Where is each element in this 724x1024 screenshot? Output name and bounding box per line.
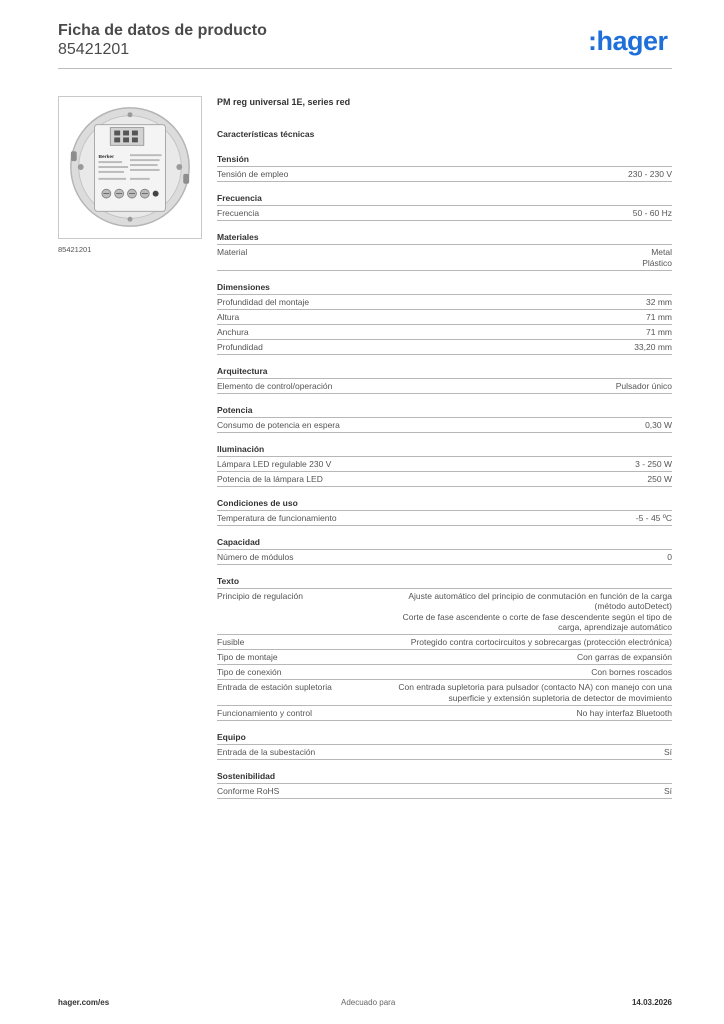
page-title: Ficha de datos de producto	[58, 22, 267, 39]
spec-value	[289, 786, 672, 797]
svg-text::hager: :hager	[588, 27, 668, 56]
product-number: 85421201	[58, 41, 130, 58]
spec-value-line: 32 mm	[646, 296, 672, 307]
spec-label: Profundidad	[217, 341, 263, 352]
spec-label: Tensión de empleo	[217, 169, 289, 179]
spec-value-line: Con garras de expansión	[577, 652, 672, 662]
spec-section	[217, 497, 672, 526]
spec-value-line: Sí	[663, 746, 672, 757]
spec-value	[333, 474, 672, 485]
spec-row	[217, 457, 672, 472]
spec-value	[350, 420, 672, 431]
spec-row	[217, 784, 672, 799]
spec-value-line: No hay interfaz Bluetooth	[576, 707, 672, 718]
spec-label: Consumo de potencia en espera	[217, 419, 340, 430]
spec-label: Número de módulos	[217, 551, 294, 562]
spec-value-line: -5 - 45 ºC	[635, 512, 672, 523]
spec-label: Tipo de montaje	[217, 652, 278, 662]
spec-label: Frecuencia	[217, 208, 260, 218]
spec-row	[217, 550, 672, 565]
product-name: PM reg universal 1E, series red	[217, 97, 351, 107]
spec-value	[249, 312, 672, 323]
spec-value	[325, 747, 672, 758]
spec-value	[259, 327, 672, 338]
product-image	[58, 96, 202, 239]
section-title: Arquitectura	[217, 365, 672, 379]
spec-row	[217, 418, 672, 433]
footer-date: 14.03.2026	[631, 998, 672, 1007]
spec-section	[217, 575, 672, 721]
spec-row	[217, 650, 672, 665]
spec-label: Entrada de estación supletoria	[217, 682, 332, 692]
spec-label: Funcionamiento y control	[217, 707, 312, 718]
section-title: Frecuencia	[217, 192, 672, 206]
spec-value	[342, 682, 672, 703]
spec-row	[217, 167, 672, 182]
spec-label: Potencia de la lámpara LED	[217, 473, 323, 484]
section-title: Tensión	[217, 153, 672, 167]
spec-value-line: 230 - 230 V	[628, 169, 672, 179]
spec-section	[217, 153, 672, 182]
spec-row	[217, 589, 672, 636]
spec-row	[217, 745, 672, 760]
section-title: Materiales	[217, 231, 672, 245]
spec-section	[217, 281, 672, 355]
spec-label: Entrada de la subestación	[217, 746, 316, 757]
spec-row	[217, 665, 672, 680]
spec-label: Tipo de conexión	[217, 667, 282, 677]
spec-value-line: 71 mm	[646, 311, 672, 322]
section-title: Potencia	[217, 404, 672, 418]
section-title: Dimensiones	[217, 281, 672, 295]
spec-section	[217, 770, 672, 799]
spec-section	[217, 231, 672, 271]
spec-section	[217, 404, 672, 433]
section-title: Condiciones de uso	[217, 497, 672, 511]
spec-value-line: Con entrada supletoria para pulsador (contacto NA) con manejo con una	[398, 682, 672, 692]
spec-value	[341, 459, 672, 470]
hager-logo	[588, 27, 672, 57]
spec-row	[217, 245, 672, 271]
spec-value	[313, 591, 672, 633]
section-title: Iluminación	[217, 443, 672, 457]
spec-label: Profundidad del montaje	[217, 296, 310, 307]
spec-row	[217, 706, 672, 721]
spec-row	[217, 472, 672, 487]
spec-value-line: 71 mm	[646, 326, 672, 337]
spec-label: Lámpara LED regulable 230 V	[217, 458, 332, 469]
spec-value	[254, 637, 672, 648]
spec-row	[217, 379, 672, 394]
spec-value	[298, 169, 672, 180]
spec-section	[217, 731, 672, 760]
spec-label: Temperatura de funcionamiento	[217, 512, 337, 523]
spec-value	[288, 652, 672, 663]
spec-section	[217, 192, 672, 221]
image-caption: 85421201	[58, 245, 92, 254]
spec-value	[273, 342, 672, 353]
spec-section	[217, 536, 672, 565]
spec-value-line: 50 - 60 Hz	[632, 208, 672, 218]
spec-label: Material	[217, 247, 248, 257]
spec-section	[217, 365, 672, 394]
section-title: Sostenibilidad	[217, 770, 672, 784]
spec-sections	[217, 153, 672, 799]
spec-value	[291, 667, 672, 678]
footer-website: hager.com/es	[58, 998, 110, 1007]
spec-section	[217, 443, 672, 487]
spec-value	[257, 247, 672, 268]
spec-value	[319, 297, 672, 308]
spec-value-line: Ajuste automático del principio de conmutación en función de la carga	[408, 590, 672, 601]
spec-value-line: 0,30 W	[645, 419, 672, 430]
section-title: Texto	[217, 575, 672, 589]
spec-value-line: Metal	[651, 247, 672, 257]
spec-label: Fusible	[217, 637, 245, 647]
spec-value-line: (método autoDetect)	[594, 601, 672, 611]
spec-row	[217, 206, 672, 221]
spec-content	[217, 95, 672, 799]
spec-value-line: 33,20 mm	[634, 341, 672, 352]
spec-value-line: Sí	[663, 785, 672, 796]
spec-value-line: Corte de fase ascendente o corte de fase descendente según el tipo de	[402, 611, 672, 622]
spec-row	[217, 511, 672, 526]
header-divider	[58, 68, 672, 69]
spec-row	[217, 325, 672, 340]
spec-value	[342, 381, 672, 392]
spec-value-line: Protegido contra cortocircuitos y sobrecargas (protección electrónica)	[410, 637, 672, 647]
spec-label: Elemento de control/operación	[217, 380, 333, 391]
spec-value-line: carga, aprendizaje automático	[558, 622, 672, 632]
spec-row	[217, 295, 672, 310]
spec-row	[217, 635, 672, 650]
spec-value-line: superficie y extensión supletoria de detector de movimiento	[448, 692, 672, 703]
spec-value-line: Pulsador único	[615, 380, 672, 391]
spec-value-line: Plástico	[642, 257, 672, 268]
spec-value	[322, 708, 672, 719]
spec-row	[217, 310, 672, 325]
spec-label: Anchura	[217, 326, 249, 337]
spec-label: Altura	[217, 311, 240, 322]
section-title: Equipo	[217, 731, 672, 745]
spec-value	[304, 552, 672, 563]
spec-row	[217, 340, 672, 355]
spec-value	[269, 208, 672, 219]
spec-label: Principio de regulación	[217, 590, 303, 601]
spec-value-line: 0	[667, 551, 672, 562]
spec-value-line: 3 - 250 W	[635, 458, 672, 469]
dimmer-insert-illustration	[59, 97, 201, 238]
spec-label: Conforme RoHS	[217, 785, 280, 796]
spec-value-line: Con bornes roscados	[591, 667, 672, 677]
spec-value	[347, 513, 672, 524]
specs-heading: Características técnicas	[217, 129, 315, 139]
spec-value-line: 250 W	[647, 473, 672, 484]
section-title: Capacidad	[217, 536, 672, 550]
svg-text:Berker: Berker	[98, 155, 115, 161]
spec-row	[217, 680, 672, 706]
footer-note: Adecuado para	[341, 998, 396, 1007]
page-header	[58, 21, 672, 69]
